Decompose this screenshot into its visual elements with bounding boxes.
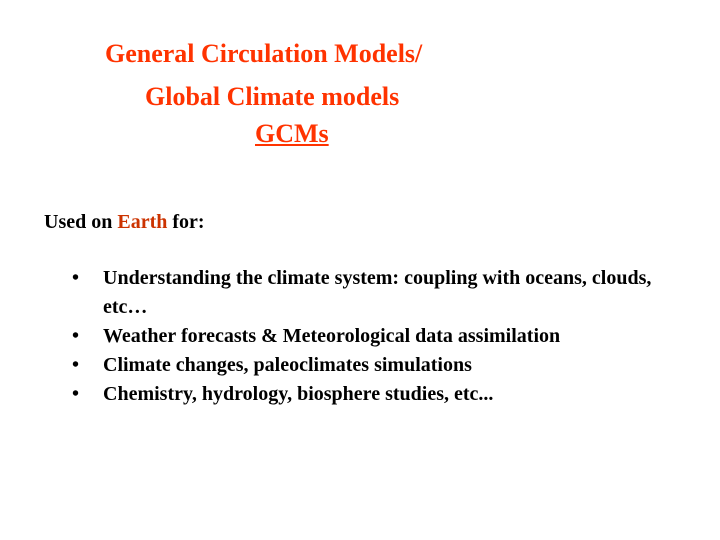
bullet-icon: • (72, 354, 80, 376)
bullet-text: Understanding the climate system: coupling with oceans, clouds, etc… (103, 267, 652, 318)
title-line-1: General Circulation Models/ (105, 39, 423, 68)
bullet-icon: • (72, 383, 80, 405)
bullet-text: Climate changes, paleoclimates simulations (103, 354, 472, 376)
bullet-text: Weather forecasts & Meteorological data assimilation (103, 325, 561, 347)
intro-text (44, 207, 205, 237)
bullet-item (70, 351, 690, 380)
bullet-icon: • (72, 267, 80, 289)
bullet-item (70, 380, 690, 409)
bullet-text: Chemistry, hydrology, biosphere studies, etc... (103, 383, 494, 405)
bullet-list (70, 264, 690, 409)
intro-suffix: for: (167, 211, 205, 233)
intro-highlight: Earth (117, 211, 168, 233)
title-acronym: GCMs (255, 119, 329, 148)
intro-prefix: Used on (44, 211, 118, 233)
bullet-icon: • (72, 325, 80, 347)
title-line-2: Global Climate models (145, 82, 400, 111)
bullet-item (70, 264, 690, 322)
bullet-item (70, 322, 690, 351)
